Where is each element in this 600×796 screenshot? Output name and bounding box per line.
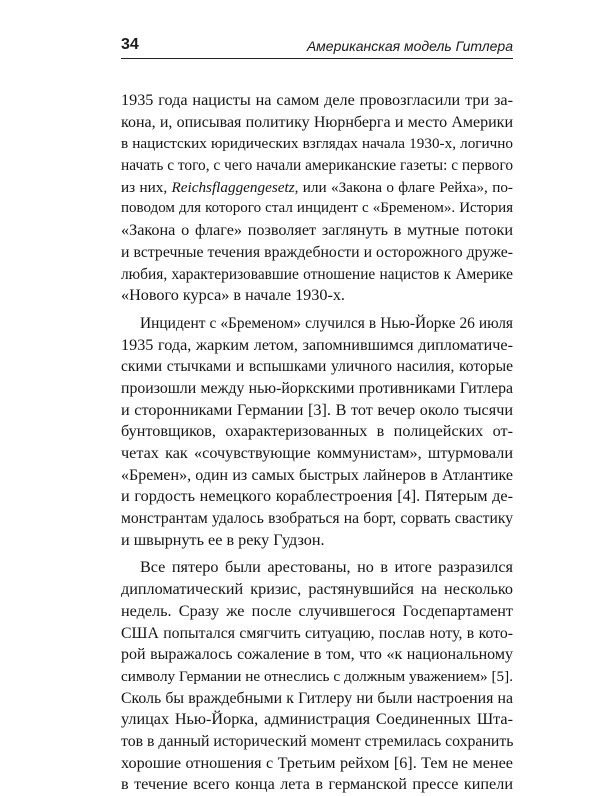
text-line: кона, и, описывая политику Нюрнберга и место Америки: [121, 113, 513, 131]
text-line: скими стычками и вспышками уличного насилия, которые: [121, 358, 513, 376]
text-line: Все пятеро были арестованы, но в итоге разразился: [140, 558, 513, 577]
text-line: в течение всего конца лета в германской прессе кипели: [121, 775, 513, 794]
text-line: любия, характеризовавшие отношение нацистов к Америке: [121, 265, 513, 283]
text-line: Инцидент с «Бременом» случился в Нью-Йорке 26 июля: [140, 314, 513, 332]
running-title: Американская модель Гитлера: [306, 38, 513, 54]
text-line: хорошие отношения с Третьим рейхом [6]. Тем не менее: [121, 753, 513, 772]
text-line: четах как «сочувствующие коммунистам», штурмовали: [121, 444, 513, 462]
body-text: [121, 90, 513, 796]
text-line: «Нового курса» в начале 1930-х.: [121, 286, 345, 305]
text-line: в нацистских юридических взглядах начала 1930-х, логично: [121, 135, 513, 153]
text-line: дипломатический кризис, растянувшийся на несколько: [121, 580, 513, 599]
text-line: тов в данный исторический момент стремилась сохранить: [121, 732, 514, 750]
text-run: из них,: [121, 178, 172, 196]
text-run: , или «Закона о флаге Рейха», по-: [294, 178, 513, 196]
text-line: и сторонниками Германии [3]. В тот вечер около тысячи: [121, 400, 513, 419]
text-line: улицах Нью-Йорка, администрация Соединенных Шта-: [121, 710, 513, 729]
text-line: недель. Сразу же после случившегося Госдепартамент: [121, 601, 513, 620]
text-line: рой выражалось сожаление в том, что «к национальному: [121, 646, 513, 664]
text-line: 1935 года нацисты на самом деле провозгласили три за-: [121, 91, 513, 109]
page-number: 34: [121, 36, 139, 53]
italic-term: Reichsflaggengesetz: [171, 178, 295, 196]
text-line: и гордость немецкого кораблестроения [4]. Пятерым де-: [121, 487, 513, 506]
paragraph-3: [121, 557, 513, 796]
text-line: монстрантам удалось взобраться на борт, сорвать свастику: [121, 510, 513, 528]
text-line: и встречные течения враждебности и осторожного друже-: [121, 243, 513, 261]
text-line: Сколь бы враждебными к Гитлеру ни были настроения на: [121, 689, 513, 707]
header-rule: [121, 58, 513, 59]
text-line: начать с того, с чего начали американские газеты: с первого: [121, 157, 514, 175]
text-line: 1935 года, жарким летом, запомнившимся дипломатиче-: [121, 335, 513, 354]
paragraph-1: [121, 90, 513, 307]
paragraph-2: [121, 313, 513, 552]
text-line: произошли между нью-йоркскими противниками Гитлера: [121, 379, 513, 397]
page-header: [121, 30, 513, 60]
text-line: «Бремен», один из самых быстрых лайнеров в Атлантике: [121, 466, 513, 484]
text-line: [121, 177, 513, 199]
text-line: «Закона о флаге» позволяет заглянуть в мутные потоки: [121, 221, 513, 240]
text-line: и швырнуть ее в реку Гудзон.: [121, 530, 325, 549]
text-line: символу Германии не отнеслись с должным уважением» [5].: [121, 667, 513, 685]
text-line: поводом для которого стал инцидент с «Бременом». История: [121, 200, 513, 217]
text-line: бунтовщиков, охарактеризованных в полицейских от-: [121, 422, 513, 441]
text-line: США попытался смягчить ситуацию, послав ноту, в кото-: [121, 624, 513, 642]
